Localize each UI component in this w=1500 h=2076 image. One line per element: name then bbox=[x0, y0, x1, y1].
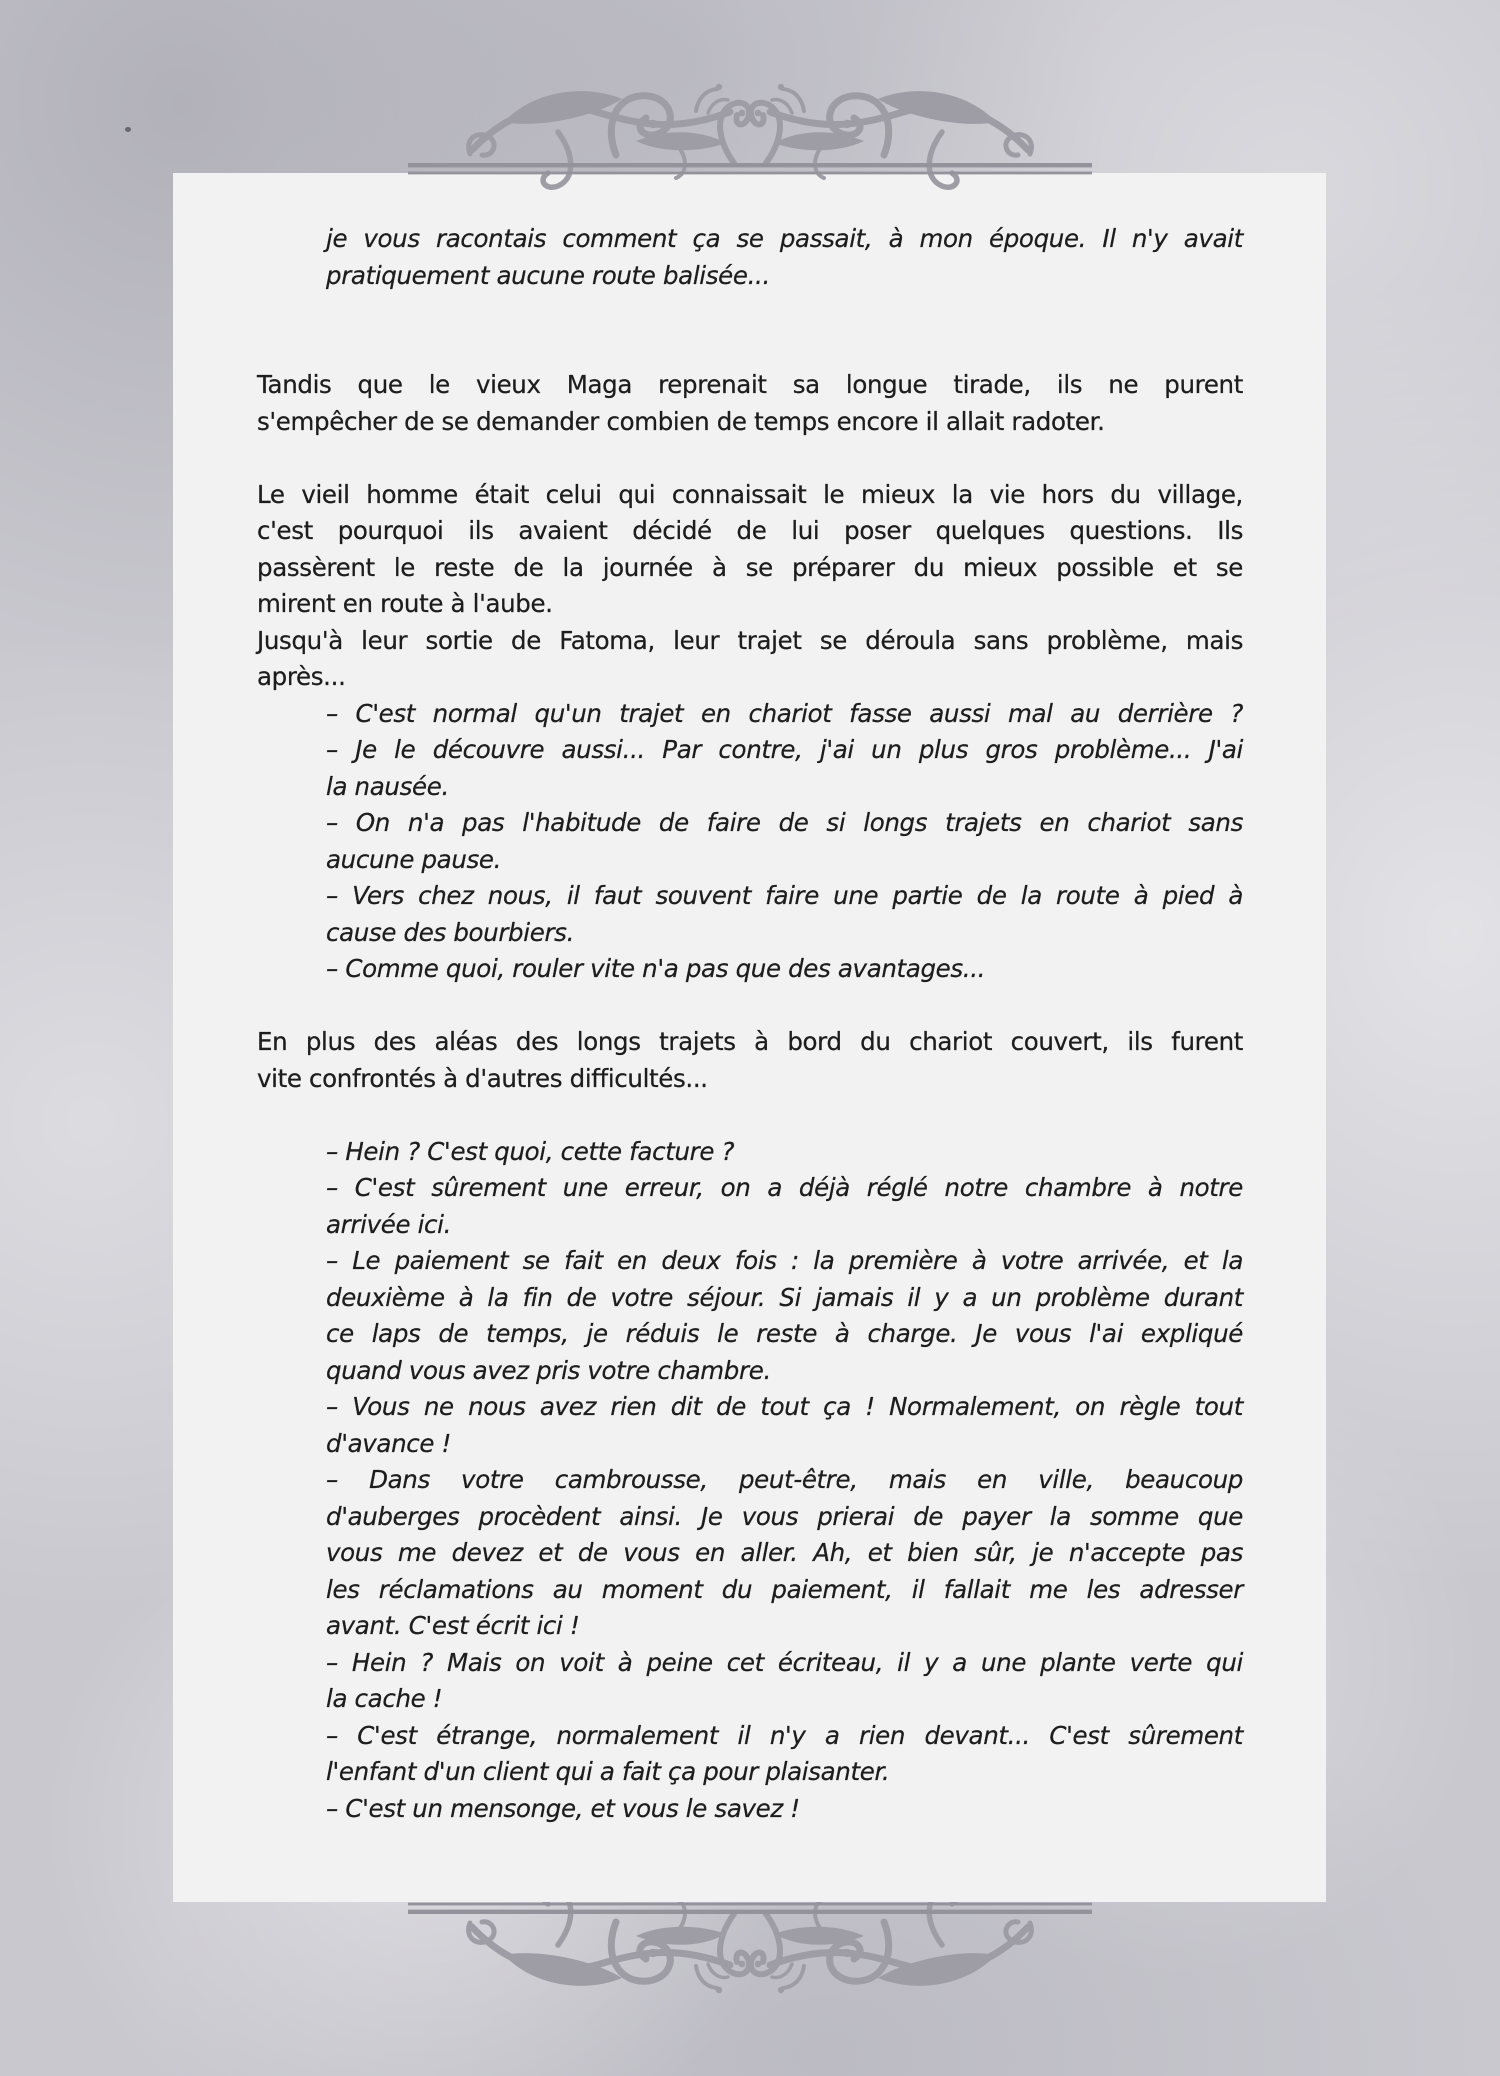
top-ornament bbox=[408, 36, 1092, 196]
text-line: – Hein ? C'est quoi, cette facture ? bbox=[326, 1136, 735, 1166]
text-line: Jusqu'à leur sortie de Fatoma, leur trajet se déroula sans problème, mais bbox=[257, 625, 1243, 655]
dialogue-paragraph bbox=[326, 732, 1243, 805]
text-line: Le vieil homme était celui qui connaissait le mieux la vie hors du village, bbox=[257, 479, 1243, 509]
text-line: – C'est sûrement une erreur, on a déjà réglé notre chambre à notre bbox=[326, 1173, 1243, 1202]
text-line: c'est pourquoi ils avaient décidé de lui poser quelques questions. Ils bbox=[257, 516, 1243, 545]
text-line: avant. C'est écrit ici ! bbox=[326, 1611, 580, 1640]
text-line: vite confrontés à d'autres difficultés... bbox=[257, 1063, 708, 1093]
text-line: s'empêcher de se demander combien de temps encore il allait radoter. bbox=[257, 406, 1105, 436]
text-line: les réclamations au moment du paiement, il fallait me les adresser bbox=[326, 1574, 1243, 1604]
text-line: aucune pause. bbox=[326, 844, 502, 874]
text-line: – Comme quoi, rouler vite n'a pas que des avantages... bbox=[326, 954, 986, 983]
dialogue-paragraph bbox=[326, 878, 1243, 951]
text-line: En plus des aléas des longs trajets à bord du chariot couvert, ils furent bbox=[257, 1027, 1243, 1056]
text-line: – Vers chez nous, il faut souvent faire une partie de la route à pied à bbox=[326, 881, 1243, 910]
text-line: après... bbox=[257, 662, 346, 691]
dialogue-paragraph bbox=[326, 696, 1243, 733]
page-text bbox=[173, 173, 1326, 1827]
paragraph bbox=[257, 1024, 1243, 1097]
dialogue-paragraph bbox=[326, 1718, 1243, 1791]
dialogue-paragraph bbox=[326, 1462, 1243, 1645]
text-line: passèrent le reste de la journée à se préparer du mieux possible et se bbox=[257, 552, 1243, 582]
text-line: – Vous ne nous avez rien dit de tout ça ! Normalement, on règle tout bbox=[326, 1392, 1243, 1421]
bottom-ornament bbox=[408, 1881, 1092, 2041]
text-line: quand vous avez pris votre chambre. bbox=[326, 1355, 771, 1385]
text-line: – Dans votre cambrousse, peut-être, mais en ville, beaucoup bbox=[326, 1465, 1243, 1494]
text-line: – Je le découvre aussi... Par contre, j'ai un plus gros problème... J'ai bbox=[326, 735, 1243, 764]
text-line: – On n'a pas l'habitude de faire de si longs trajets en chariot sans bbox=[326, 808, 1243, 837]
text-line: d'auberges procèdent ainsi. Je vous prierai de payer la somme que bbox=[326, 1501, 1243, 1531]
text-line: ce laps de temps, je réduis le reste à charge. Je vous l'ai expliqué bbox=[326, 1319, 1243, 1348]
text-line: – Hein ? Mais on voit à peine cet écriteau, il y a une plante verte qui bbox=[326, 1647, 1243, 1677]
flourish-icon bbox=[408, 84, 1092, 187]
dialogue-paragraph bbox=[326, 1791, 1243, 1828]
dialogue-paragraph bbox=[326, 805, 1243, 878]
text-line: arrivée ici. bbox=[326, 1209, 452, 1239]
text-line: je vous racontais comment ça se passait, à mon époque. Il n'y avait bbox=[326, 224, 1243, 253]
paragraph bbox=[257, 477, 1243, 623]
text-line: deuxième à la fin de votre séjour. Si jamais il y a un problème durant bbox=[326, 1282, 1243, 1312]
text-line: l'enfant d'un client qui a fait ça pour plaisanter. bbox=[326, 1757, 890, 1786]
text-line: – C'est étrange, normalement il n'y a rien devant... C'est sûrement bbox=[326, 1720, 1243, 1750]
text-line: cause des bourbiers. bbox=[326, 917, 575, 947]
text-line: pratiquement aucune route balisée... bbox=[326, 260, 770, 290]
text-line: – C'est normal qu'un trajet en chariot fasse aussi mal au derrière ? bbox=[326, 698, 1243, 728]
dialogue-paragraph bbox=[326, 1243, 1243, 1389]
text-line: mirent en route à l'aube. bbox=[257, 589, 553, 618]
text-line: d'avance ! bbox=[326, 1428, 451, 1458]
dialogue-paragraph bbox=[326, 1645, 1243, 1718]
dialogue-paragraph bbox=[326, 951, 1243, 988]
text-line: la nausée. bbox=[326, 771, 449, 801]
dialogue-paragraph bbox=[326, 1389, 1243, 1462]
paragraph bbox=[257, 367, 1243, 440]
text-line: vous me devez et de vous en aller. Ah, et bien sûr, je n'accepte pas bbox=[326, 1538, 1243, 1567]
flourish-mirrored-icon bbox=[408, 1890, 1092, 1993]
text-line: – Le paiement se fait en deux fois : la première à votre arrivée, et la bbox=[326, 1246, 1243, 1275]
text-line: – C'est un mensonge, et vous le savez ! bbox=[326, 1793, 800, 1823]
text-line: la cache ! bbox=[326, 1684, 443, 1713]
paragraph bbox=[257, 623, 1243, 696]
quote-paragraph bbox=[326, 221, 1243, 294]
speck-dot bbox=[125, 127, 131, 132]
dialogue-paragraph bbox=[326, 1170, 1243, 1243]
dialogue-paragraph bbox=[326, 1134, 1243, 1171]
text-line: Tandis que le vieux Maga reprenait sa longue tirade, ils ne purent bbox=[257, 370, 1243, 399]
